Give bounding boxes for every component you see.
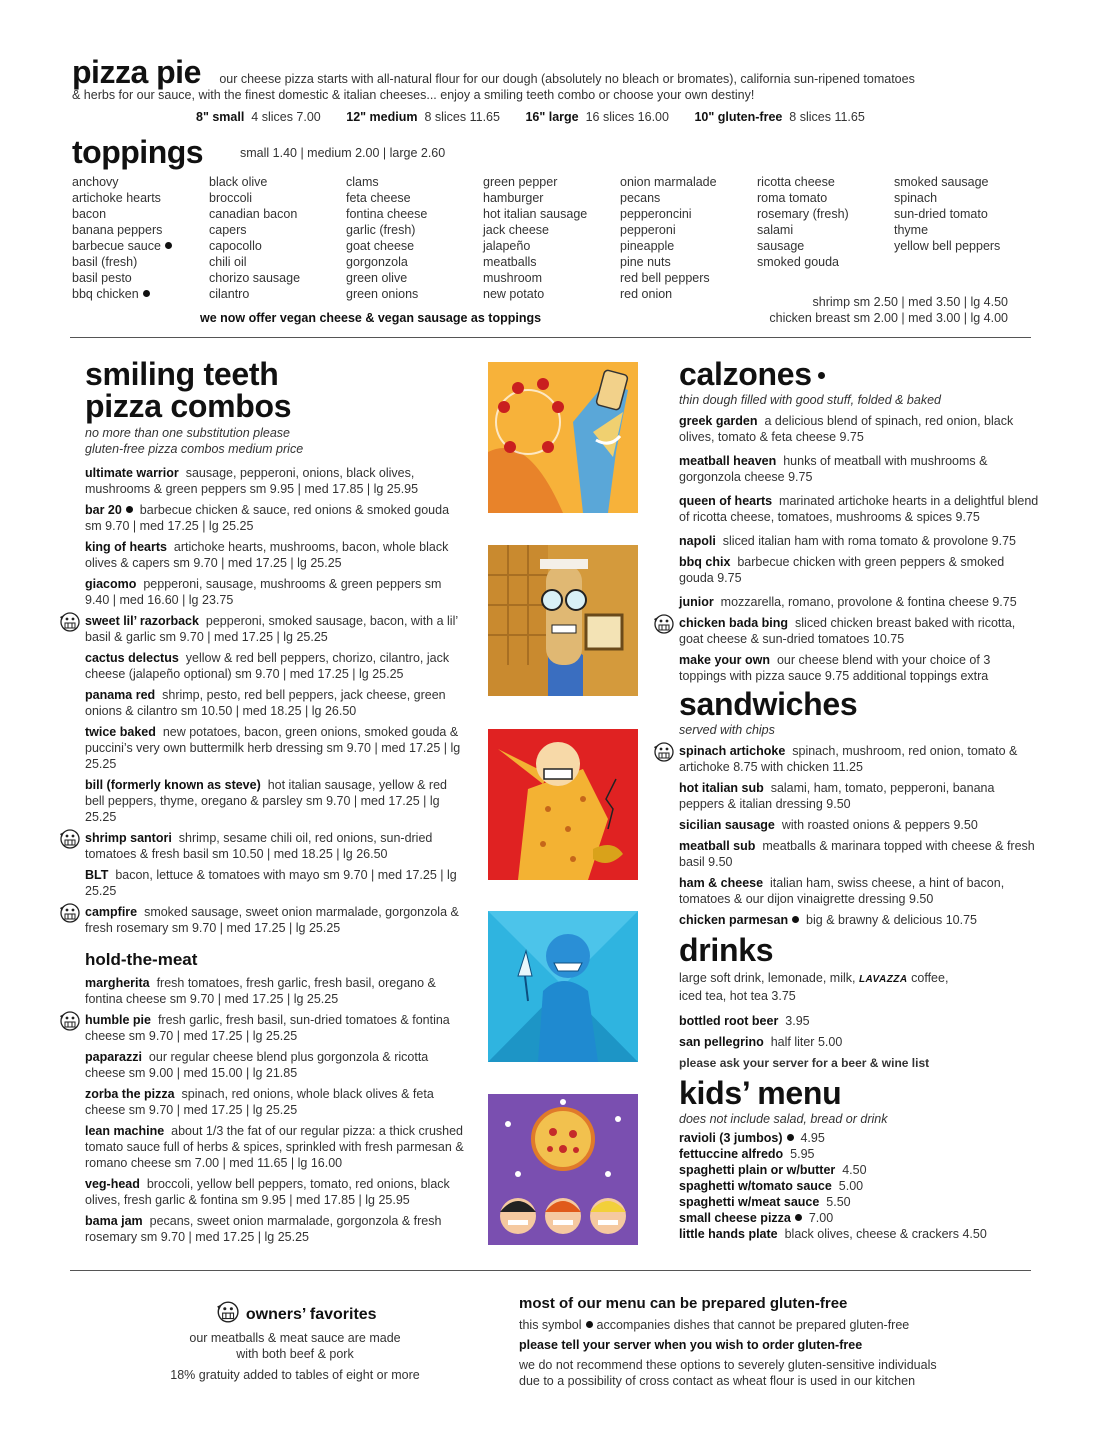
menu-item: veg-head broccoli, yellow bell peppers, tomato, red onions, black olives, fresh garlic & fontina sm 9.95 | med 17.85 | lg 25.95 [85,1177,450,1207]
menu-item: spinach artichoke spinach, mushroom, red onion, tomato & artichoke 8.75 with chicken 11.25 [679,743,1039,775]
menu-item: napoli sliced italian ham with roma tomato & provolone 9.75 [679,534,1016,548]
size-small: 8" small 4 slices 7.00 [196,110,321,124]
menu-item: small cheese pizza 7.00 [679,1211,834,1225]
menu-item: meatball sub meatballs & marinara topped with cheese & fresh basil 9.50 [679,839,1035,869]
topping: green olive [346,271,408,285]
drinks-list: large soft drink, lemonade, milk, LAVAZZA coffee, iced tea, hot tea 3.75 [679,971,949,1003]
baguette-man-illustration [488,545,638,696]
menu-item: margherita fresh tomatoes, fresh garlic, fresh basil, oregano & fontina cheese sm 9.70 | med 17.25 | lg 25.25 [85,976,436,1006]
topping: capers [209,223,247,237]
combos-subtitle-1: no more than one substitution please [85,426,290,440]
topping: pine nuts [620,255,671,269]
pizza-description-line-1: our cheese pizza starts with all-natural flour for our dough (absolutely no bleach or bromates), california sun-ripened tomatoes [219,72,915,86]
topping: pecans [620,191,661,205]
menu-item: greek garden a delicious blend of spinach, red onion, black olives, tomato & feta cheese 9.75 [679,414,1014,444]
topping: capocollo [209,239,262,253]
owners-favorites-legend: owners’ favorites [150,1300,440,1324]
topping: salami [757,223,794,237]
topping: ricotta cheese [757,175,835,189]
topping: roma tomato [757,191,828,205]
meat-note-2: with both beef & pork [236,1347,354,1361]
toppings-column [483,174,587,302]
combos-title-2: pizza combos [85,388,292,424]
size-medium: 12" medium 8 slices 11.65 [346,110,500,124]
menu-item: chicken bada bing sliced chicken breast baked with ricotta, goat cheese & sun-dried tomatoes 10.75 [679,615,1039,647]
toppings-column [209,174,300,302]
topping: barbecue sauce [72,238,172,254]
size-gluten-free: 10" gluten-free 8 slices 11.65 [694,110,865,124]
combos-subtitle-2: gluten-free pizza combos medium price [85,442,304,456]
topping: red bell peppers [620,271,710,285]
menu-item: spaghetti plain or w/butter 4.50 [679,1163,867,1177]
pizza-kids-illustration [488,1094,638,1245]
right-menu-column [679,358,1039,1242]
not-gluten-free-dot [126,506,133,513]
topping: rosemary (fresh) [757,207,849,221]
calzones-title: calzones [679,358,1039,390]
topping: cilantro [209,287,250,301]
topping: mushroom [483,271,543,285]
topping: basil pesto [72,271,132,285]
size-large: 16" large 16 slices 16.00 [525,110,669,124]
topping: black olive [209,175,268,189]
juggler-illustration [488,362,638,513]
meat-note-1: our meatballs & meat sauce are made [189,1331,401,1345]
vegan-note: we now offer vegan cheese & vegan sausage as toppings [200,311,542,325]
menu-item: spaghetti w/meat sauce 5.50 [679,1195,851,1209]
divider [70,1270,1031,1271]
topping: artichoke hearts [72,191,161,205]
pizza-sizes [196,110,887,124]
menu-item: panama red shrimp, pesto, red bell peppers, jack cheese, green onions & cilantro sm 10.50 | med 18.25 | lg 26.50 [85,688,446,718]
menu-item: spaghetti w/tomato sauce 5.00 [679,1179,864,1193]
beer-wine-note: please ask your server for a beer & wine list [679,1056,930,1070]
menu-item: paparazzi our regular cheese blend plus gorgonzola & ricotta cheese sm 9.00 | med 15.00 | lg 21.85 [85,1050,429,1080]
sandwiches-subtitle: served with chips [679,723,775,737]
gluten-free-title: most of our menu can be prepared gluten-free [519,1295,848,1312]
menu-item: bottled root beer 3.95 [679,1014,810,1028]
owners-favorite-icon [57,828,81,850]
menu-item: meatball heaven hunks of meatball with mushrooms & gorgonzola cheese 9.75 [679,454,988,484]
topping: jalapeño [483,239,531,253]
menu-item: fettuccine alfredo 5.95 [679,1147,815,1161]
topping: pepperoni [620,223,676,237]
toppings-column [346,174,427,302]
not-gluten-free-dot [165,242,172,249]
topping: pineapple [620,239,675,253]
footer-notes [150,1300,440,1383]
genie-lamp-illustration [488,729,638,880]
topping: sausage [757,239,805,253]
menu-item: campfire smoked sausage, sweet onion marmalade, gorgonzola & fresh rosemary sm 9.70 | med 17.25 | lg 25.25 [85,904,465,936]
topping: green onions [346,287,419,301]
menu-item: sicilian sausage with roasted onions & peppers 9.50 [679,818,978,832]
combos-section [85,358,465,1245]
shrimp-price: shrimp sm 2.50 | med 3.50 | lg 4.50 [812,295,1008,309]
menu-item: little hands plate black olives, cheese & crackers 4.50 [679,1227,987,1241]
pizza-description-line-2: & herbs for our sauce, with the finest domestic & italian cheeses... enjoy a smiling teeth combo or choose your own destiny! [72,88,755,102]
menu-item: twice baked new potatoes, bacon, green onions, smoked gouda & puccini’s very own buttermilk herb dressing sm 9.70 | med 17.25 | lg 25.25 [85,725,461,771]
topping: clams [346,175,379,189]
topping: hot italian sausage [483,207,588,221]
menu-item: san pellegrino half liter 5.00 [679,1035,843,1049]
toppings-column [757,174,849,270]
menu-item: giacomo pepperoni, sausage, mushrooms & green peppers sm 9.40 | med 16.60 | lg 23.75 [85,577,442,607]
gluten-free-warning-1: we do not recommend these options to severely gluten-sensitive individuals [519,1358,937,1372]
menu-item: king of hearts artichoke hearts, mushrooms, bacon, whole black olives & capers sm 9.70 | med 17.25 | lg 25.25 [85,540,449,570]
menu-item: queen of hearts marinated artichoke hearts in a delightful blend of ricotta cheese, tomatoes, mushrooms & spices 9.75 [679,494,1039,524]
gratuity-note: 18% gratuity added to tables of eight or more [170,1368,420,1382]
toppings-column [620,174,717,302]
toppings-prices: small 1.40 | medium 2.00 | large 2.60 [240,146,446,160]
topping: green pepper [483,175,558,189]
menu-item: shrimp santori shrimp, sesame chili oil, red onions, sun-dried tomatoes & fresh basil sm 10.50 | med 18.25 | lg 26.50 [85,830,465,862]
topping: onion marmalade [620,175,717,189]
topping: feta cheese [346,191,411,205]
blue-man-illustration [488,911,638,1062]
menu-item: humble pie fresh garlic, fresh basil, sun-dried tomatoes & fontina cheese sm 9.70 | med 17.25 | lg 25.25 [85,1012,465,1044]
menu-item: chicken parmesan big & brawny & delicious 10.75 [679,913,977,927]
topping: red onion [620,287,673,301]
topping: garlic (fresh) [346,223,416,237]
topping: anchovy [72,175,119,189]
menu-item: make your own our cheese blend with your choice of 3 toppings with pizza sauce 9.75 additional toppings extra [679,653,991,683]
topping: spinach [894,191,938,205]
menu-item: BLT bacon, lettuce & tomatoes with mayo sm 9.70 | med 17.25 | lg 25.25 [85,868,457,898]
topping: meatballs [483,255,537,269]
topping: fontina cheese [346,207,428,221]
lavazza-logo: LAVAZZA [858,974,908,985]
topping: bbq chicken [72,286,172,302]
topping: chili oil [209,255,247,269]
owners-favorite-icon [57,1010,81,1032]
menu-item: zorba the pizza spinach, red onions, whole black olives & feta cheese sm 9.70 | med 17.25 | lg 25.25 [85,1087,434,1117]
toppings-column [894,174,1000,254]
topping: bacon [72,207,107,221]
gluten-free-symbol-note: this symbol accompanies dishes that cannot be prepared gluten-free [519,1318,910,1332]
topping: pepperoncini [620,207,692,221]
not-gluten-free-dot [787,1134,794,1141]
menu-item: cactus delectus yellow & red bell peppers, chorizo, cilantro, jack cheese (jalapeño optional) sm 9.70 | med 17.25 | lg 25.25 [85,651,450,681]
topping: sun-dried tomato [894,207,988,221]
topping: basil (fresh) [72,255,138,269]
menu-item: ravioli (3 jumbos) 4.95 [679,1131,825,1145]
topping: yellow bell peppers [894,239,1001,253]
not-gluten-free-dot [792,916,799,923]
topping: hamburger [483,191,544,205]
topping: thyme [894,223,929,237]
owners-favorite-icon [651,613,675,635]
pizza-pie-header [72,56,1032,103]
menu-item: lean machine about 1/3 the fat of our regular pizza: a thick crushed tomato sauce full of herbs & spices, sprinkled with fresh parmesan & romano cheese sm 7.00 | med 11.65 | lg 16.00 [85,1124,464,1170]
menu-item: bama jam pecans, sweet onion marmalade, gorgonzola & fresh rosemary sm 9.70 | med 17.25 | lg 25.25 [85,1214,442,1244]
combos-title-1: smiling teeth [85,356,279,392]
topping: jack cheese [483,223,550,237]
gluten-free-notes [519,1296,989,1389]
kids-menu-title: kids’ menu [679,1075,842,1111]
topping: smoked sausage [894,175,989,189]
topping: smoked gouda [757,255,840,269]
menu-item: bbq chix barbecue chicken with green peppers & smoked gouda 9.75 [679,555,1005,585]
pizza-pie-title: pizza pie [72,54,201,90]
divider [70,337,1031,338]
not-gluten-free-dot [143,290,150,297]
menu-item: ultimate warrior sausage, pepperoni, onions, black olives, mushrooms & green peppers sm 9.95 | med 17.85 | lg 25.95 [85,466,419,496]
topping: chorizo sausage [209,271,301,285]
kids-menu-subtitle: does not include salad, bread or drink [679,1112,888,1126]
not-gluten-free-dot [586,1321,593,1328]
owners-favorite-icon [651,741,675,763]
topping: new potato [483,287,545,301]
topping: gorgonzola [346,255,408,269]
owners-favorite-icon [57,611,81,633]
menu-item: bill (formerly known as steve) hot italian sausage, yellow & red bell peppers, thyme, oregano & parsley sm 9.70 | med 17.25 | lg 25.25 [85,778,447,824]
not-gluten-free-dot [818,372,825,379]
chicken-breast-price: chicken breast sm 2.00 | med 3.00 | lg 4.00 [769,311,1008,325]
topping: canadian bacon [209,207,298,221]
menu-item: junior mozzarella, romano, provolone & fontina cheese 9.75 [679,595,1017,609]
menu-item: hot italian sub salami, ham, tomato, pepperoni, banana peppers & italian dressing 9.50 [679,781,995,811]
gluten-free-warning-2: due to a possibility of cross contact as wheat flour is used in our kitchen [519,1374,916,1388]
not-gluten-free-dot [795,1214,802,1221]
drinks-title: drinks [679,932,774,968]
sandwiches-title: sandwiches [679,686,858,722]
menu-item: bar 20 barbecue chicken & sauce, red onions & smoked gouda sm 9.70 | med 17.25 | lg 25.25 [85,503,450,533]
hold-the-meat-title: hold-the-meat [85,950,198,969]
topping: banana peppers [72,223,163,237]
topping: broccoli [209,191,253,205]
toppings-title: toppings [72,134,204,170]
owners-favorite-icon [213,1300,241,1324]
menu-item: ham & cheese italian ham, swiss cheese, a hint of bacon, tomatoes & our dijon vinaigrette dressing 9.50 [679,876,1005,906]
gluten-free-ask: please tell your server when you wish to order gluten-free [519,1338,863,1352]
toppings-column [72,174,172,302]
owners-favorite-icon [57,902,81,924]
topping: goat cheese [346,239,415,253]
menu-item: sweet lil’ razorback pepperoni, smoked sausage, bacon, with a lil’ basil & garlic sm 9.70 | med 17.25 | lg 25.25 [85,613,465,645]
calzones-subtitle: thin dough filled with good stuff, folded & baked [679,393,941,407]
